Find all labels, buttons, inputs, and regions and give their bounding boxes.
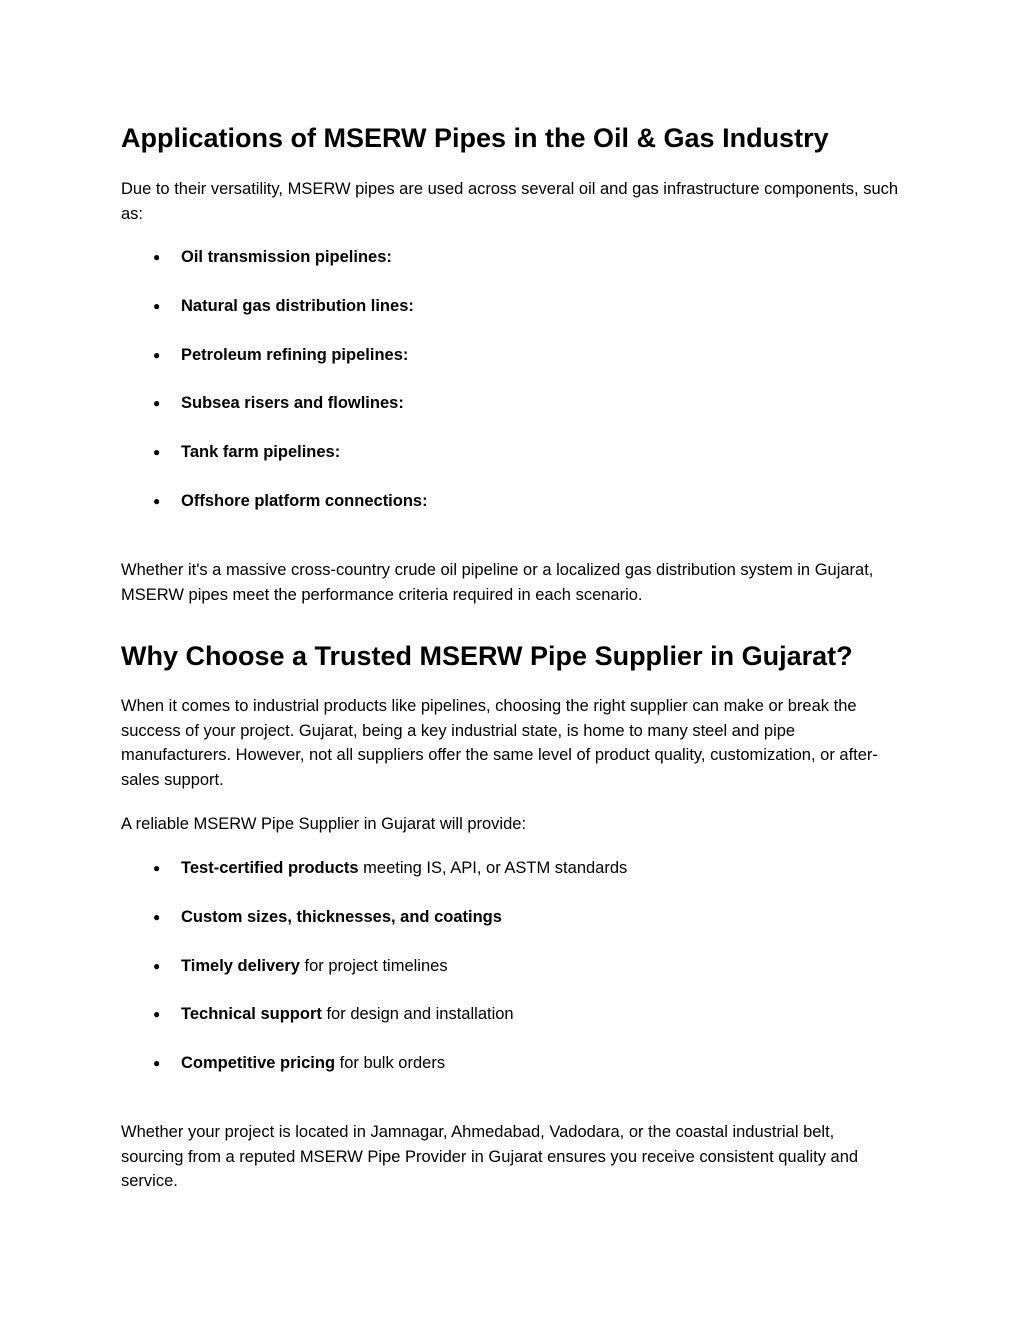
- section-heading-applications: Applications of MSERW Pipes in the Oil & Gas Industry: [121, 123, 829, 153]
- list-item: [121, 954, 901, 978]
- list-item: [121, 489, 901, 513]
- list-item: [121, 294, 901, 318]
- list-item-bold: Technical support: [181, 1005, 322, 1024]
- list-item-label: Natural gas distribution lines:: [181, 296, 414, 315]
- bullet-icon: ●: [153, 445, 161, 460]
- list-item-label: Tank farm pipelines:: [181, 443, 341, 462]
- bullet-icon: ●: [153, 493, 161, 508]
- supplier-paragraph: When it comes to industrial products like pipelines, choosing the right supplier can make or break the success of your project. Gujarat, being a key industrial state, is home to many steel and pipe manufacturers. However, not all suppliers offer the same level of product quality, customization, or after-sales support.: [121, 697, 878, 789]
- list-item-bold: Custom sizes, thicknesses, and coatings: [181, 907, 502, 926]
- list-item-label: Subsea risers and flowlines:: [181, 394, 404, 413]
- list-item: [121, 1002, 901, 1026]
- list-item: [121, 245, 901, 269]
- list-item: [121, 343, 901, 367]
- section-heading-why-choose: Why Choose a Trusted MSERW Pipe Supplier in Gujarat?: [121, 641, 853, 671]
- bullet-icon: ●: [153, 347, 161, 362]
- list-item-bold: Test-certified products: [181, 859, 359, 877]
- bullet-icon: ●: [153, 861, 161, 875]
- list-item: [121, 391, 901, 415]
- list-item-text: for design and installation: [321, 1005, 514, 1024]
- provide-intro-paragraph: A reliable MSERW Pipe Supplier in Gujarat will provide:: [121, 815, 527, 833]
- bullet-icon: ●: [153, 298, 161, 313]
- bullet-icon: ●: [153, 1007, 161, 1022]
- bullet-icon: ●: [153, 250, 161, 264]
- intro-paragraph: Due to their versatility, MSERW pipes are used across several oil and gas infrastructure components, such as:: [121, 180, 899, 223]
- list-item-bold: Competitive pricing: [181, 1054, 336, 1073]
- bullet-icon: ●: [153, 958, 161, 973]
- list-item-bold: Timely delivery: [181, 956, 300, 975]
- list-item: [121, 856, 901, 880]
- list-item-text: for project timelines: [299, 956, 448, 975]
- list-item: [121, 440, 901, 464]
- list-item-text: for bulk orders: [335, 1054, 446, 1073]
- supplier-closing-paragraph: Whether your project is located in Jamnagar, Ahmedabad, Vadodara, or the coastal industrial belt, sourcing from a reputed MSERW Pipe Provider in Gujarat ensures you receive consistent quality and service.: [121, 1123, 859, 1190]
- list-item-label: Oil transmission pipelines:: [181, 248, 392, 266]
- bullet-icon: ●: [153, 396, 161, 411]
- applications-closing-paragraph: Whether it's a massive cross-country crude oil pipeline or a localized gas distribution system in Gujarat, MSERW pipes meet the performance criteria required in each scenario.: [121, 561, 874, 604]
- list-item-text: meeting IS, API, or ASTM standards: [358, 859, 628, 877]
- list-item-label: Petroleum refining pipelines:: [181, 345, 409, 364]
- list-item-label: Offshore platform connections:: [181, 491, 428, 510]
- list-item: [121, 1051, 901, 1075]
- applications-list: [121, 245, 901, 538]
- supplier-benefits-list: [121, 856, 901, 1100]
- bullet-icon: ●: [153, 909, 161, 924]
- list-item: [121, 905, 901, 929]
- bullet-icon: ●: [153, 1056, 161, 1071]
